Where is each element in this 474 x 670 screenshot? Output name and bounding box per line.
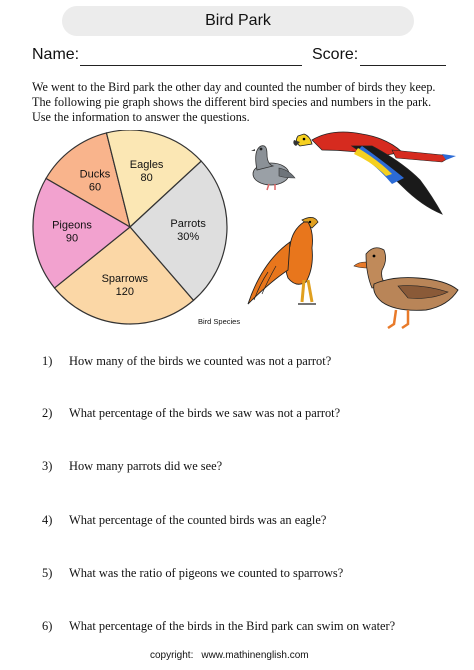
copyright-label: copyright: <box>150 650 194 661</box>
question-item <box>42 619 395 634</box>
pie-label-name: Sparrows <box>101 272 149 285</box>
question-item <box>42 406 340 421</box>
question-item <box>42 513 326 528</box>
pigeon-illustration <box>243 140 298 195</box>
site-link[interactable]: www.mathinenglish.com <box>201 650 309 661</box>
question-number: 1) <box>42 354 53 368</box>
pie-label-name: Parrots <box>170 218 206 231</box>
footer <box>150 650 309 661</box>
pie-label-value: 80 <box>140 172 153 185</box>
title-banner <box>62 6 414 36</box>
pie-label-value: 120 <box>115 285 134 298</box>
name-field-line[interactable] <box>80 65 302 66</box>
question-number: 3) <box>42 459 53 473</box>
question-number: 5) <box>42 566 53 580</box>
pie-label-value: 90 <box>65 232 79 245</box>
pie-label-name: Pigeons <box>52 219 92 232</box>
pie-label-value: 60 <box>88 181 102 194</box>
pie-label-name: Eagles <box>129 159 164 172</box>
question-text: What percentage of the birds we saw was not a parrot? <box>69 406 341 420</box>
eagle-illustration <box>242 212 342 322</box>
question-number: 6) <box>42 619 53 633</box>
chart-title: Bird Species <box>198 317 241 326</box>
intro-line: Use the information to answer the questions. <box>32 110 250 124</box>
score-label: Score: <box>312 46 359 63</box>
question-item <box>42 459 222 474</box>
question-number: 2) <box>42 406 53 420</box>
page-title: Bird Park <box>205 12 271 29</box>
bird-species-pie-chart <box>0 130 250 335</box>
pie-label-name: Ducks <box>79 168 111 181</box>
intro-line: We went to the Bird park the other day and counted the number of birds they keep. <box>32 80 436 94</box>
score-field-line[interactable] <box>360 65 446 66</box>
question-text: What percentage of the counted birds was an eagle? <box>69 513 327 527</box>
name-score-row <box>32 46 452 68</box>
question-text: How many of the birds we counted was not a parrot? <box>69 354 332 368</box>
question-text: What was the ratio of pigeons we counted to sparrows? <box>69 566 344 580</box>
question-item <box>42 354 331 369</box>
duck-illustration <box>352 240 462 332</box>
name-label: Name: <box>32 46 80 63</box>
question-text: How many parrots did we see? <box>69 459 223 473</box>
question-number: 4) <box>42 513 53 527</box>
question-text: What percentage of the birds in the Bird park can swim on water? <box>69 619 396 633</box>
intro-line: The following pie graph shows the different bird species and numbers in the park. <box>32 95 432 109</box>
parrot-illustration <box>292 126 457 218</box>
intro-paragraph <box>32 80 452 125</box>
question-item <box>42 566 343 581</box>
pie-label-value: 30% <box>177 231 200 244</box>
